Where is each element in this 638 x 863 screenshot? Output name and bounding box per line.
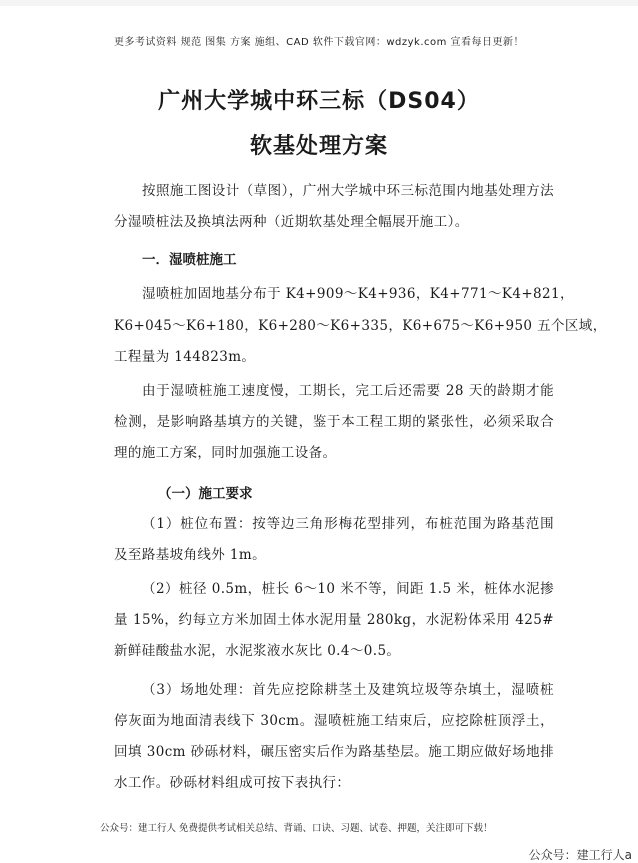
document-subtitle: 软基处理方案	[249, 134, 388, 159]
document-title: 广州大学城中环三标（DS04）	[158, 89, 480, 114]
requirement-3: （3）场地处理：首先应挖除耕茎土及建筑垃圾等杂填土，湿喷桩停灰面为地面清表线下 30cm。湿喷桩施工结束后，应挖除桩顶浮土，回填 30cm 砂砾材料，碾压密实后作为路基垫层。施工期应做好场地排水工作。砂砾材料组成可按下表执行：	[114, 682, 554, 791]
page-top-strip	[0, 0, 638, 6]
requirement-1: （1）桩位布置：按等边三角形梅花型排列，布桩范围为路基范围及至路基坡角线外 1m。	[114, 516, 554, 563]
section-heading: 一．湿喷桩施工	[142, 252, 237, 268]
body-paragraph: 由于湿喷桩施工速度慢，工期长，完工后还需要 28 天的龄期才能检测，是影响路基填方的关键，鉴于本工程工期的紧张性，必须采取合理的施工方案，同时加强施工设备。	[114, 383, 554, 461]
header-banner: 更多考试资料 规范 图集 方案 施组、CAD 软件下载官网：wdzyk.com 宣看每日更新！	[113, 37, 525, 48]
intro-paragraph: 按照施工图设计（草图），广州大学城中环三标范围内地基处理方法分湿喷桩法及换填法两种（近期软基处理全幅展开施工）。	[114, 183, 554, 230]
footer-brand: 公众号：建工行人a	[528, 848, 632, 862]
text-line: 工程量为 144823m。	[114, 349, 256, 365]
requirement-2: （2）桩径 0.5m，桩长 6～10 米不等，间距 1.5 米，桩体水泥掺量 15%，约每立方米加固土体水泥用量 280kg，水泥粉体采用 425#新鲜硅酸盐水泥，水泥浆液水灰比 0.4～0.5。	[114, 581, 554, 659]
footer-note: 公众号：建工行人 免费提供考试相关总结、背诵、口诀、习题、试卷、押题，关注即可下载！	[100, 823, 493, 834]
text-line: 湿喷桩加固地基分布于 K4+909～K4+936，K4+771～K4+821，	[142, 286, 574, 302]
subsection-heading: （一）施工要求	[158, 486, 253, 502]
text-line: K6+045～K6+180，K6+280～K6+335，K6+675～K6+950 五个区域，	[114, 318, 607, 334]
